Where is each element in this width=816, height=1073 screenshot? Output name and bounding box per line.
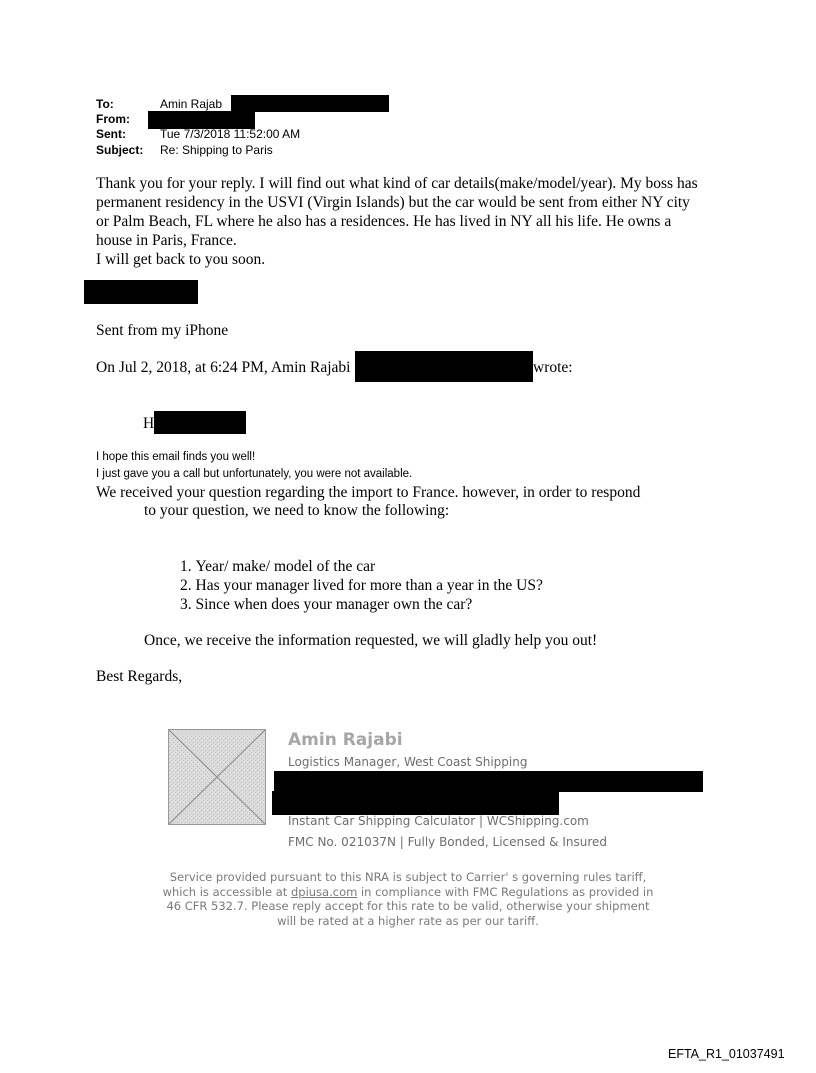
reply-body xyxy=(96,174,776,269)
signature-calculator: Instant Car Shipping Calculator | WCShipping.com xyxy=(288,814,589,828)
dpiusa-link[interactable]: dpiusa.com xyxy=(290,884,358,899)
best-regards: Best Regards, xyxy=(96,668,183,685)
reply-line: permanent residency in the USVI (Virgin Islands) but the car would be sent from either NY city xyxy=(96,194,690,211)
list-item: 1. Year/ make/ model of the car xyxy=(180,558,376,575)
list-item: 3. Since when does your manager own the car? xyxy=(180,596,473,613)
redaction-signature-1 xyxy=(274,771,703,792)
call-line: I just gave you a call but unfortunately, you were not available. xyxy=(96,468,413,480)
sent-from-iphone: Sent from my iPhone xyxy=(96,322,229,339)
signature-fmc: FMC No. 021037N | Fully Bonded, Licensed & Insured xyxy=(288,835,608,849)
from-label: From: xyxy=(96,112,130,126)
list-number: 1. xyxy=(180,558,196,575)
closing-line: Once, we receive the information requested, we will gladly help you out! xyxy=(144,632,598,649)
sent-label: Sent: xyxy=(96,127,126,141)
signature-name: Amin Rajabi xyxy=(288,730,403,750)
subject-value: Re: Shipping to Paris xyxy=(160,143,273,157)
hope-line: I hope this email finds you well! xyxy=(96,451,256,463)
list-number: 3. xyxy=(180,596,196,613)
reply-line: Thank you for your reply. I will find out what kind of car details(make/model/year). My boss has xyxy=(96,175,698,192)
redaction-sender-name xyxy=(84,280,198,304)
reply-line: house in Paris, France. xyxy=(96,232,237,249)
quote-intro-wrote: wrote: xyxy=(533,359,573,376)
list-item: 2. Has your manager lived for more than a year in the US? xyxy=(180,577,543,594)
redaction-greeting-name xyxy=(154,411,246,434)
sent-value: Tue 7/3/2018 11:52:00 AM xyxy=(160,127,301,141)
redaction-quote-email xyxy=(355,351,533,382)
image-placeholder-icon xyxy=(169,730,265,824)
document-id: EFTA_R1_01037491 xyxy=(668,1047,785,1061)
subject-label: Subject: xyxy=(96,143,144,157)
to-value: Amin Rajab xyxy=(160,97,223,111)
signature-logo-placeholder xyxy=(168,729,266,825)
list-number: 2. xyxy=(180,577,196,594)
legal-notice: Service provided pursuant to this NRA is subject to Carrier' s governing rules tariff, which is accessible at dpiusa.com in compliance with FMC Regulations as provided in 46 CFR 532.7. Please reply accept for this rate to be valid, otherwise your shipment will be rated at a higher rate as per our tariff. xyxy=(162,870,654,928)
question-line-1: We received your question regarding the import to France. however, in order to respond xyxy=(96,484,641,501)
redaction-to xyxy=(231,95,389,112)
question-line-2: to your question, we need to know the following: xyxy=(144,502,450,519)
redaction-signature-2 xyxy=(272,791,559,815)
reply-line: I will get back to you soon. xyxy=(96,251,266,268)
to-label: To: xyxy=(96,97,114,111)
quote-intro: On Jul 2, 2018, at 6:24 PM, Amin Rajabi xyxy=(96,359,351,376)
greeting: H xyxy=(143,415,155,432)
reply-line: or Palm Beach, FL where he also has a residences. He has lived in NY all his life. He owns a xyxy=(96,213,672,230)
signature-title: Logistics Manager, West Coast Shipping xyxy=(288,755,528,769)
requirements-list xyxy=(180,557,600,614)
